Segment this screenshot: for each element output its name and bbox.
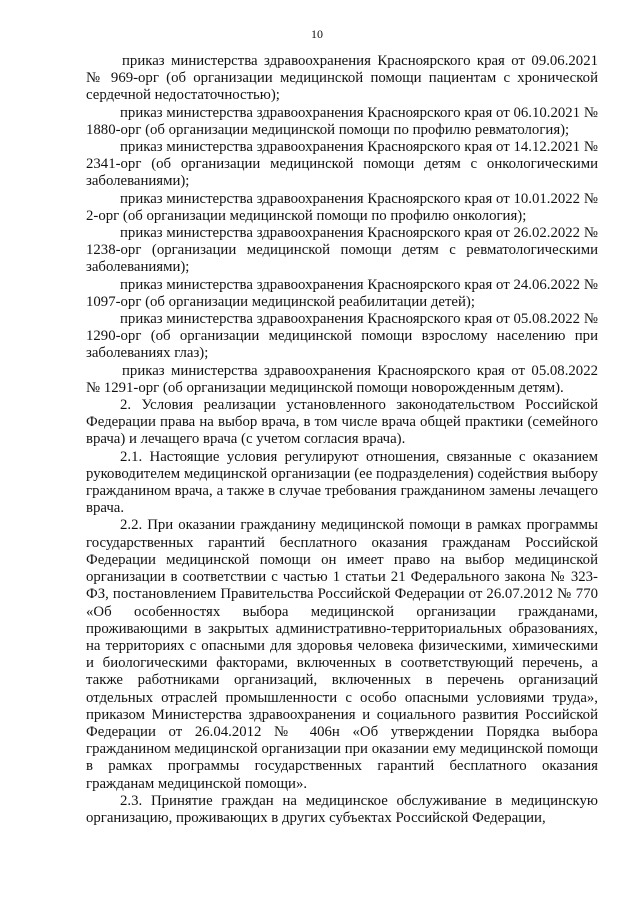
paragraph-order-1880: приказ министерства здравоохранения Красноярского края от 06.10.2021 № 1880-орг (об организации медицинской помощи по профилю ревматология); (86, 104, 598, 138)
paragraph-order-1291: приказ министерства здравоохранения Красноярского края от 05.08.2022 № 1291-орг (об организации медицинской помощи новорожденным детям). (86, 362, 598, 396)
section-2-1: 2.1. Настоящие условия регулируют отношения, связанные с оказанием руководителем медицинской организации (ее подразделения) содействия выбору гражданином врача, а также в случае требования гражданином замены лечащего врача. (86, 448, 598, 517)
section-2-2: 2.2. При оказании гражданину медицинской помощи в рамках программы государственных гарантий бесплатного оказания гражданам Российской Федерации медицинской помощи он имеет право на выбор медицинской организации в соответствии с частью 1 статьи 21 Федерального закона № 323-ФЗ, постановлением Правительства Российской Федерации от 26.07.2012 № 770 «Об особенностях выбора медицинской организации гражданами, проживающими в закрытых административно-территориальных образованиях, на территориях с опасными для здоровья человека физическими, химическими и биологическими факторами, включенных в соответствующий перечень, а также работниками организаций, включенных в перечень организаций отдельных отраслей промышленности с особо опасными условиями труда», приказом Министерства здравоохранения и социального развития Российской Федерации от 26.04.2012 № 406н «Об утверждении Порядка выбора гражданином медицинской организации при оказании ему медицинской помощи в рамках программы государственных гарантий бесплатного оказания гражданам медицинской помощи». (86, 517, 598, 792)
page-number: 10 (311, 27, 323, 41)
paragraph-order-1290: приказ министерства здравоохранения Красноярского края от 05.08.2022 № 1290-орг (об организации медицинской помощи взрослому населению при заболеваниях глаз); (86, 311, 598, 362)
paragraph-order-969: приказ министерства здравоохранения Красноярского края от 09.06.2021 № 969-орг (об организации медицинской помощи пациентам с хронической сердечной недостаточностью); (86, 53, 598, 104)
document-body (86, 53, 598, 827)
paragraph-order-1238: приказ министерства здравоохранения Красноярского края от 26.02.2022 № 1238-орг (организации медицинской помощи детям с ревматологическими заболеваниями); (86, 225, 598, 276)
paragraph-order-1097: приказ министерства здравоохранения Красноярского края от 24.06.2022 № 1097-орг (об организации медицинской реабилитации детей); (86, 276, 598, 310)
section-2-3: 2.3. Принятие граждан на медицинское обслуживание в медицинскую организацию, проживающих в других субъектах Российской Федерации, (86, 792, 598, 826)
paragraph-order-2: приказ министерства здравоохранения Красноярского края от 10.01.2022 № 2-орг (об организации медицинской помощи по профилю онкология); (86, 190, 598, 224)
paragraph-order-2341: приказ министерства здравоохранения Красноярского края от 14.12.2021 № 2341-орг (об организации медицинской помощи детям с онкологическими заболеваниями); (86, 139, 598, 190)
section-2-heading: 2. Условия реализации установленного законодательством Российской Федерации права на выбор врача, в том числе врача общей практики (семейного врача) и лечащего врача (с учетом согласия врача). (86, 397, 598, 448)
